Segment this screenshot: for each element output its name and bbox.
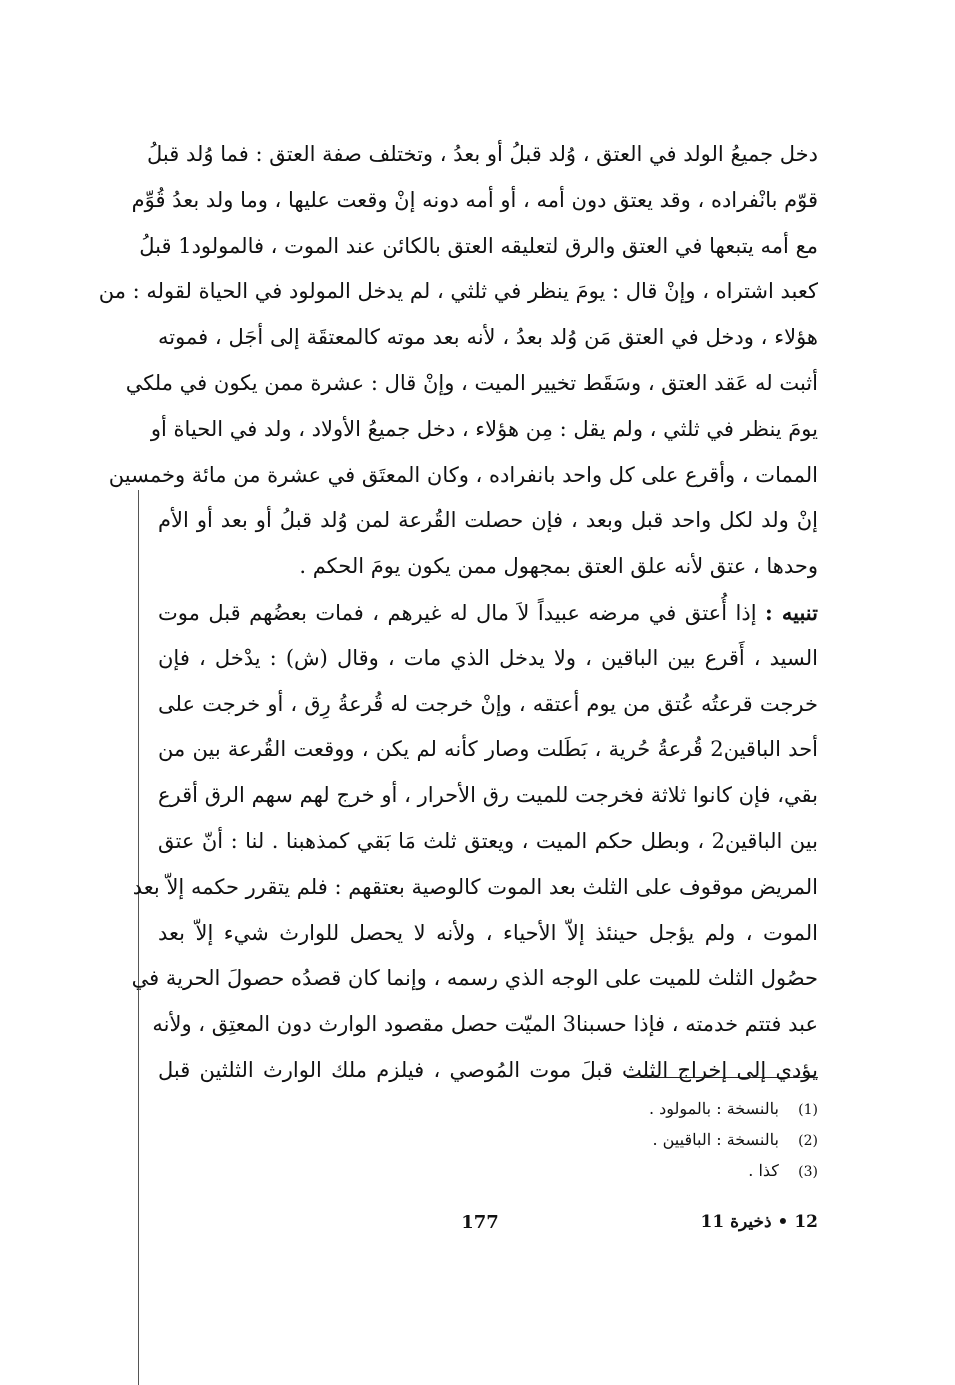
text-line: إنْ ولد لكل واحد قبل وبعد ، فإن حصلت القُرعة لمن وُلد قبلُ أو بعد أو الأم (158, 508, 818, 533)
text-line: عبد فتتم خدمته ، فإذا حسبنا3 الميّت حصل مقصود الوارث دون المعتِق ، ولأنه (152, 1012, 818, 1037)
text-line: حصُول الثلث للميت على الوجه الذي رسمه ، وإنما كان قصدُه حصولَ الحرية في (131, 966, 818, 991)
footnote-text: كذا . (748, 1161, 779, 1180)
page-body-text (98, 132, 819, 1094)
text-line: مع أمه يتبعها في العتق والرق لتعليقه العتق بالكائن عند الموت ، فالمولود1 قبلُ (139, 233, 818, 258)
text-line: دخل جميعُ الولد في العتق ، وُلد قبلُ أو بعدُ ، وتختلف صفة العتق : فما وُلد قبلُ (147, 142, 818, 166)
text-line: بين الباقين2 ، وبطل حكم الميت ، ويعتق ثلث مَا بَقي كمذهبنا . لنا : أنّ عتق (158, 828, 818, 853)
footnote-text: بالنسخة : الباقيين . (652, 1130, 779, 1149)
text-line: وحدها ، عتق لأنه علق العتق بمجهول ممن يكون يومَ الحكم . (299, 554, 818, 579)
text-line: هؤلاء ، ودخل في العتق مَن وُلد بعدُ ، لأنه بعد موته كالمعتقَة إلى أجَل ، فموته (158, 325, 818, 350)
text-line: الممات ، وأقرع على كل واحد بانفراده ، وكان المعتَق في عشرة من مائة وخمسين (108, 462, 818, 487)
text-line: أحد الباقين2 قُرعةُ حُرية ، بَطَلت وصار كأنه لم يكن ، ووقعت القُرعة بين من (158, 737, 819, 762)
text-line: يومَ ينظر في ثلثي ، ولم يقل : مِن هؤلاء ، دخل جميعُ الأولاد ، ولد في الحياة أو (150, 416, 818, 441)
footnote-separator (627, 1077, 818, 1078)
text-line (158, 590, 818, 636)
text-line: يؤدي إلى إخراج الثلث قبلَ موت المُوصي ، فيلزم ملك الوارث الثلثين قبل (158, 1057, 818, 1082)
text-line: الموت ، ولم يؤجل حينئذ إلاّ الأحياء ، ولأنه لا يحصل للوارث شيء إلاّ بعد (158, 920, 818, 945)
note-heading: تنبيه : (765, 599, 818, 625)
footnote-item (560, 1093, 818, 1124)
footnote-text: بالنسخة : بالمولود . (648, 1099, 779, 1118)
text-line: قوّم بانْفراده ، وقد يعتق دون أمه ، أو أمه دونه إنْ وقعت عليها ، وما ولد بعدُ قُوِّم (131, 187, 818, 212)
text-line: السيد ، أَقرع بين الباقين ، ولا يدخل الذي مات ، وقال (ش) : يدْخل ، فإن (158, 645, 818, 670)
page-number: 177 (461, 1212, 499, 1233)
text-line-content: إذا أُعتق في مرضه عبيداً لاَ مال له غيرهم ، فمات بعضُهم قبل موت (158, 600, 757, 625)
footnote-item (560, 1155, 818, 1186)
text-line: المريض موقوف على الثلث بعد الموت كالوصية بعتقهم : فلم يتقرر حكمه إلاّ بعد (132, 874, 818, 899)
binding-margin-line (138, 490, 139, 1385)
printer-signature: 12 • ذخيرة 11 (700, 1212, 818, 1232)
footnote-number: (1) (798, 1102, 818, 1118)
text-line: كعبد اشتراه ، وإنْ قال : يومَ ينظر في ثلثي ، لم يدخل المولود في الحياة لقوله : من (98, 279, 818, 304)
text-line: أثبت له عَقد العتق ، وسَقَط تخيير الميت ، وإنْ قال : عشرة ممن يكون في ملكي (125, 370, 818, 395)
footnote-item (560, 1124, 818, 1155)
footnotes (560, 1093, 818, 1186)
footnote-number: (3) (798, 1164, 818, 1180)
text-line: بقي، فإن كانوا ثلاثة فخرجت للميت رق الأحرار ، أو خرج لهم سهم الرق أقرع (158, 783, 818, 808)
footnote-number: (2) (798, 1133, 818, 1149)
text-line: خرجت قرعتُه عُتق من يوم أعتقه ، وإنْ خرجت له قُرعةُ رِق ، أو خرجت على (158, 691, 818, 716)
